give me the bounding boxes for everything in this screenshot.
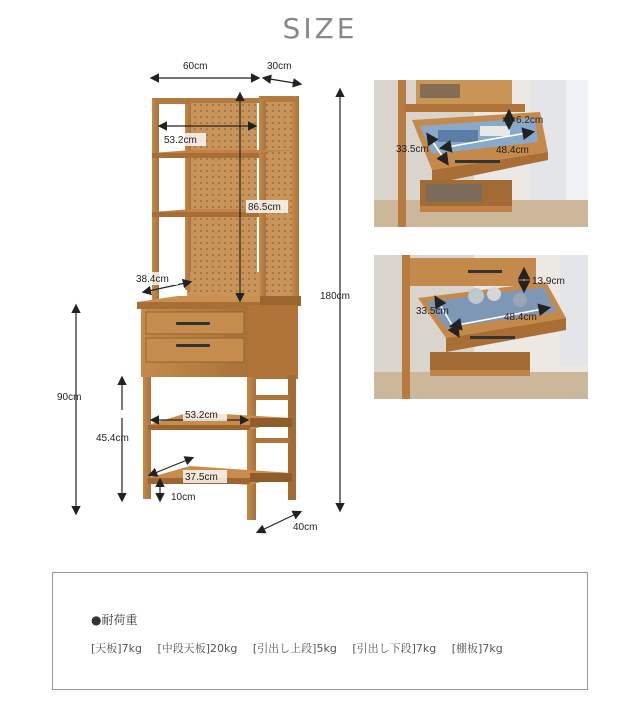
hutch-post-back-right	[292, 96, 299, 296]
depth-bottom-label: 40cm	[293, 522, 318, 533]
load-item: [中段天板]20kg	[157, 642, 238, 655]
hutch-post-back-left	[185, 98, 191, 290]
depth-top-label: 30cm	[267, 61, 292, 72]
total-height-label: 180cm	[320, 291, 351, 302]
load-item: [棚板]7kg	[451, 642, 503, 655]
photo-upper-drawer	[374, 80, 588, 227]
photo1-depth-label: 33.5cm	[396, 144, 429, 155]
lower-space-height-label: 45.4cm	[96, 433, 129, 444]
lower-shelf-width-label: 53.2cm	[185, 410, 218, 421]
drawer-lower	[146, 338, 244, 362]
photo1-width-label: 48.4cm	[496, 145, 529, 156]
width-label: 60cm	[183, 61, 208, 72]
base-clearance-label: 10cm	[171, 492, 196, 503]
page-title: SIZE	[282, 12, 358, 45]
load-capacity-list	[91, 640, 515, 656]
photo-lower-drawer	[374, 255, 588, 399]
photo1-height-label: 6.2cm	[516, 115, 544, 126]
drawer-lower-handle	[176, 344, 210, 347]
depth-top-line	[264, 78, 300, 84]
upper-depth-label: 38.4cm	[136, 274, 169, 285]
drawer-upper-handle	[176, 322, 210, 325]
counter-height-label: 90cm	[57, 392, 82, 403]
upper-height-label: 86.5cm	[248, 202, 281, 213]
photo2-depth-label: 33.5cm	[416, 306, 449, 317]
leg-front-right	[247, 377, 256, 520]
load-item: [天板]7kg	[91, 642, 142, 655]
load-capacity-box	[52, 572, 588, 690]
load-item: [引出し上段]5kg	[252, 642, 337, 655]
load-capacity-heading: ●耐荷重	[91, 613, 138, 627]
upper-inner-width-label: 53.2cm	[164, 135, 197, 146]
cabinet-illustration	[137, 96, 301, 520]
load-item: [引出し下段]7kg	[352, 642, 437, 655]
photo2-width-label: 48.4cm	[504, 312, 537, 323]
lower-shelf-depth-label: 37.5cm	[185, 472, 218, 483]
photo2-height-label: 13.9cm	[532, 276, 565, 287]
